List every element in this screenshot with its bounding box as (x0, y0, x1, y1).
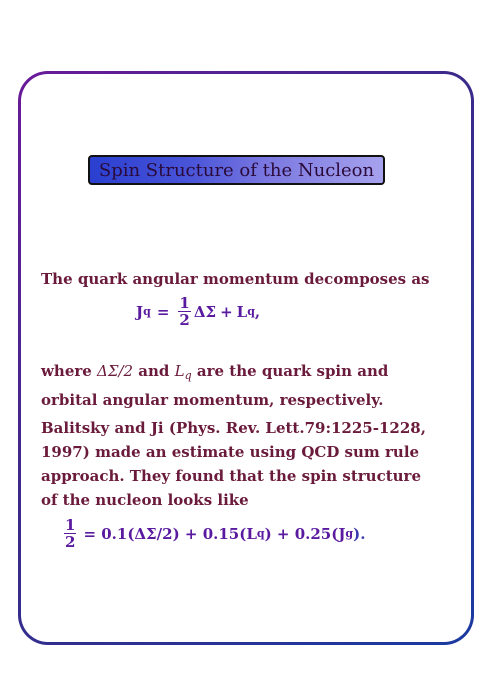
def-math-L: L (174, 362, 185, 380)
eq2-frac-num: 1 (65, 516, 76, 534)
eq1-lhs: J (136, 302, 144, 321)
def-text-and: and (133, 362, 175, 380)
eq2-rhs-mid: ) + 0.25(J (264, 524, 346, 543)
balitsky-line-1: Balitsky and Ji (Phys. Rev. Lett.79:1225-1228, (41, 419, 426, 437)
slide-content (21, 74, 471, 642)
intro-line: The quark angular momentum decomposes as (41, 270, 430, 288)
eq2-rhs-sub-g: g (345, 527, 354, 540)
equation-spin-decomposition (61, 517, 365, 550)
eq2-fraction (64, 517, 76, 550)
slide-title: Spin Structure of the Nucleon (98, 159, 375, 181)
intro-paragraph (41, 267, 461, 291)
eq1-plus: + (220, 302, 233, 321)
eq1-lhs-sub: q (143, 305, 151, 318)
definition-line-2: orbital angular momentum, respectively. (41, 391, 384, 409)
definition-line-1 (41, 359, 461, 388)
eq1-L: L (236, 302, 248, 321)
eq1-frac-den: 2 (179, 311, 190, 329)
eq1-frac-num: 1 (179, 294, 190, 312)
eq2-rhs: = 0.1(ΔΣ/2) + 0.15(L (83, 524, 257, 543)
def-text-rest: are the quark spin and (191, 362, 389, 380)
eq1-delta-sigma: ΔΣ (193, 302, 217, 321)
eq1-trail: , (254, 302, 261, 321)
slide-frame (18, 71, 474, 645)
equation-jq (136, 295, 260, 328)
balitsky-paragraph (41, 416, 461, 512)
balitsky-line-4: of the nucleon looks like (41, 491, 249, 509)
def-math-L-sub: q (184, 369, 192, 382)
eq2-frac-den: 2 (65, 533, 76, 551)
def-math-deltasigma: ΔΣ/2 (97, 362, 134, 380)
eq1-equals: = (156, 302, 170, 321)
balitsky-line-2: 1997) made an estimate using QCD sum rule (41, 443, 420, 461)
def-text-a: where (41, 362, 98, 380)
eq2-rhs-sub-q: q (256, 527, 265, 540)
eq1-L-sub: q (247, 305, 255, 318)
eq1-fraction (178, 295, 190, 328)
definition-paragraph (41, 359, 461, 412)
eq2-rhs-end: ). (353, 524, 366, 543)
title-box (88, 155, 385, 185)
balitsky-line-3: approach. They found that the spin structure (41, 467, 421, 485)
